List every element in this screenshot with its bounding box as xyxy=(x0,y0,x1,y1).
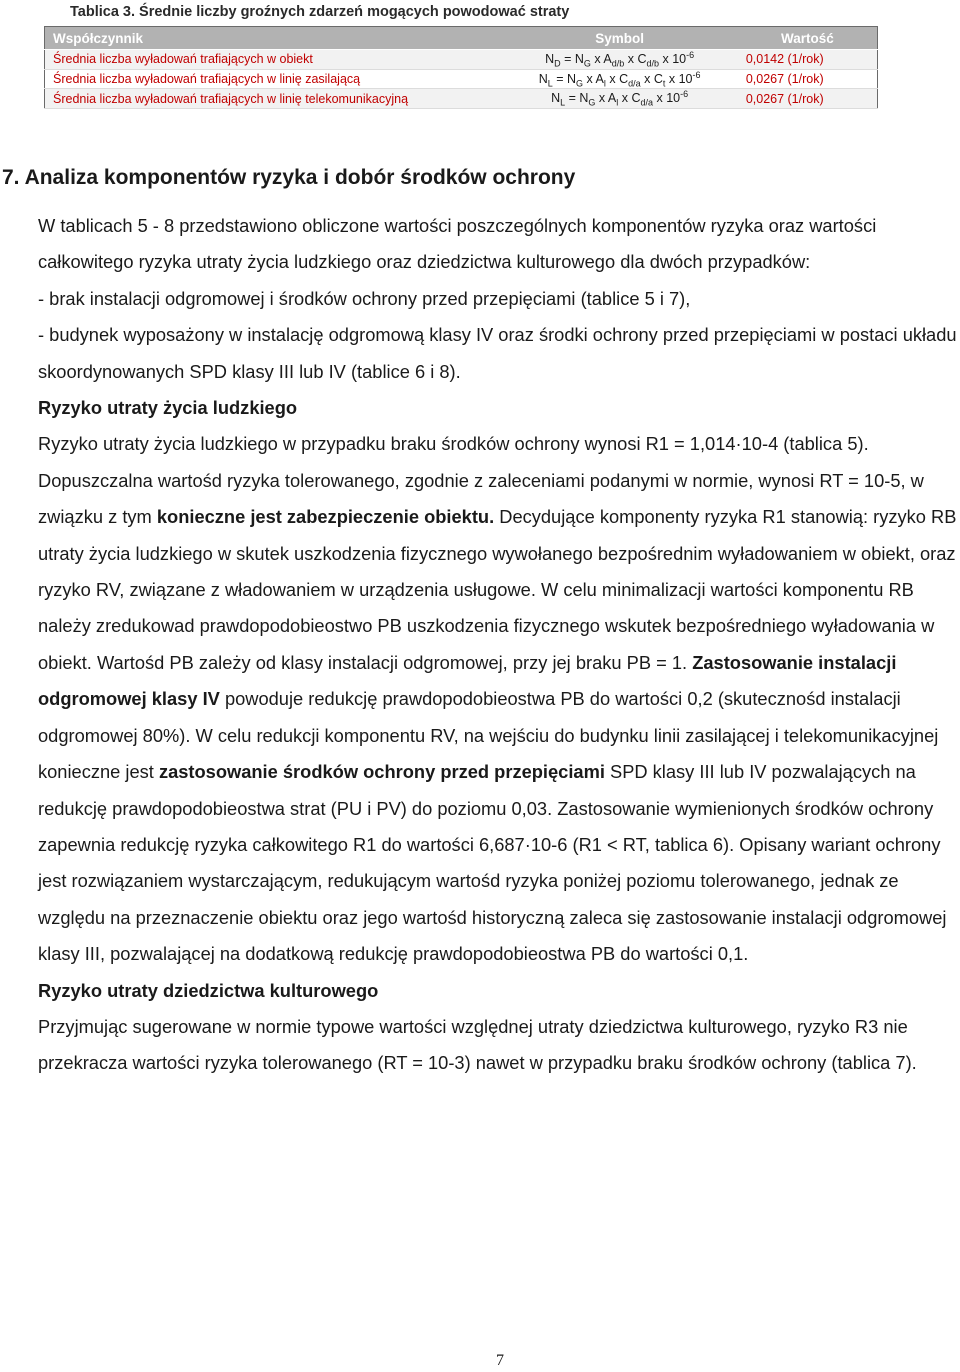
risk-table xyxy=(44,26,878,109)
text-run: powoduje redukcję prawdopodobieostwa PB do wartości 0,2 (skutecznośd instalacji odgromowej 80%). W celu redukcji komponentu RV, na wejściu do budynku linii zasilającej i telekomunikacyjnej konieczne jest xyxy=(38,688,939,783)
col-header-coefficient: Współczynnik xyxy=(45,27,502,50)
bold-run: zastosowanie środków ochrony przed przepięciami xyxy=(158,761,605,783)
bold-run: Zastosowanie instalacji odgromowej klasy IV xyxy=(38,651,897,710)
row-name: Średnia liczba wyładowań trafiających w obiekt xyxy=(45,50,502,70)
col-header-symbol: Symbol xyxy=(501,27,737,50)
col-header-value: Wartość xyxy=(738,27,878,50)
row-name: Średnia liczba wyładowań trafiających w linię zasilającą xyxy=(45,69,502,89)
row-name: Średnia liczba wyładowań trafiających w linię telekomunikacyjną xyxy=(45,89,502,109)
row-symbol: $N_L = N_G$ x $A_l$ x $C_{d/a}$ x $C_t$ x $10^{-6}$ xyxy=(501,69,737,89)
text-run: Ryzyko utraty życia ludzkiego w przypadku braku środków ochrony wynosi R1 = 1,014·10-4 (tablica 5). Dopuszczalna wartośd ryzyka tolerowanego, zgodnie z zaleceniami podanymi w normie, wynosi RT = 10-5, w związku z tym xyxy=(38,433,924,528)
row-value: 0,0267 (1/rok) xyxy=(738,89,878,109)
text-run: Decydujące komponenty ryzyka R1 stanowią: ryzyko RB utraty życia ludzkiego w skutek uszkodzenia fizycznego wywołanego bezpośrednim wyładowaniem w obiekt, oraz ryzyko RV, związane z władowaniem w urządzenia usługowe. W celu minimalizacji wartości komponentu RB należy zredukowad prawdopodobieostwo PB uszkodzenia fizycznego wskutek bezpośredniego wyładowania w obiekt. Wartośd PB zależy od klasy instalacji odgromowej, przy jej braku PB = 1. xyxy=(38,506,957,673)
table-row xyxy=(45,50,878,70)
page-number: 7 xyxy=(496,1352,504,1369)
bold-run: konieczne jest zabezpieczenie obiektu. xyxy=(156,506,495,528)
table-header-row xyxy=(45,27,878,50)
life-risk-paragraph xyxy=(38,426,958,972)
text-run: SPD klasy III lub IV pozwalających na redukcję prawdopodobieostwa strat (PU i PV) do poziomu 0,03. Zastosowanie wymienionych środków ochrony zapewnia redukcję ryzyka całkowitego R1 do wartości 6,687·10-6 (R1 < RT, tablica 6). Opisany wariant ochrony jest rozwiązaniem wystarczającym, redukującym wartośd ryzyka poniżej poziomu tolerowanego, jednak ze względu na przeznaczenie obiektu oraz jego wartośd historyczną zaleca się zastosowanie instalacji odgromowej klasy III, pozwalającej na dodatkową redukcję prawdopodobieostwa PB do wartości 0,1. xyxy=(38,761,947,965)
section-title: 7. Analiza komponentów ryzyka i dobór środków ochrony xyxy=(2,166,576,189)
row-value: 0,0142 (1/rok) xyxy=(738,50,878,70)
document-body xyxy=(2,158,958,1082)
table-caption: Tablica 3. Średnie liczby groźnych zdarzeń mogących powodować straty xyxy=(70,4,570,20)
row-symbol: $N_D = N_G$ x $A_{d/b}$ x $C_{d/b}$ x $10^{-6}$ xyxy=(501,50,737,70)
heritage-risk-paragraph: Przyjmując sugerowane w normie typowe wartości względnej utraty dziedzictwa kulturowego, ryzyko R3 nie przekracza wartości ryzyka tolerowanego (RT = 10-3) nawet w przypadku braku środków ochrony (tablica 7). xyxy=(38,1015,917,1074)
subsection-title-life: Ryzyko utraty życia ludzkiego xyxy=(38,397,298,419)
subsection-title-heritage: Ryzyko utraty dziedzictwa kulturowego xyxy=(38,979,379,1001)
bullet-item: - budynek wyposażony w instalację odgromową klasy IV oraz środki ochrony przed przepięciami w postaci układu skoordynowanych SPD klasy III lub IV (tablice 6 i 8). xyxy=(38,324,957,382)
table-row xyxy=(45,89,878,109)
intro-paragraph: W tablicach 5 - 8 przedstawiono obliczone wartości poszczególnych komponentów ryzyka oraz wartości całkowitego ryzyka utraty życia ludzkiego oraz dziedzictwa kulturowego dla dwóch przypadków: xyxy=(38,215,877,273)
row-symbol: $N_L = N_G$ x $A_l$ x $C_{d/a}$ x $10^{-6}$ xyxy=(501,89,737,109)
bullet-item: - brak instalacji odgromowej i środków ochrony przed przepięciami (tablice 5 i 7), xyxy=(38,287,691,309)
table-row xyxy=(45,69,878,89)
row-value: 0,0267 (1/rok) xyxy=(738,69,878,89)
